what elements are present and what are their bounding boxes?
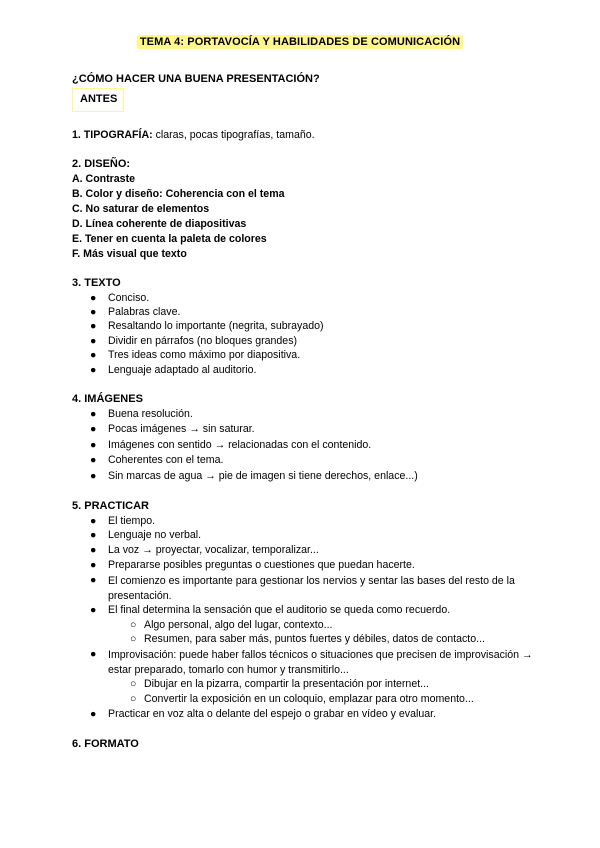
diseno-item: F. Más visual que texto: [72, 248, 187, 260]
document-page: TEMA 4: PORTAVOCÍA Y HABILIDADES DE COMUNICACIÓN ¿CÓMO HACER UNA BUENA PRESENTACIÓN? ANTES 1. TIPOGRAFÍA: claras, pocas tipografías, tamaño. 2. DISEÑO: A. Contraste B. Color y diseño: Coherencia con el tema C. No saturar de elementos D. Línea coherente de diapositivas E. Tener en cuenta la paleta de colores F. Más visual que texto 3. TEXTO ● Conciso. ● Palabras clave. ● Resaltando lo importante (negrita, subrayado) ● Dividir en párrafos (no bloques grandes) ● Tres ideas como máximo por diapositiva. ● Lenguaje adaptado al auditorio. 4. IMÁGENES ● Buena resolución. ● Pocas imágenes → sin saturar. ● Imágenes con sentido → relacionadas con el contenido. ● Coherentes con el tema. ● Sin marcas de agua → pie de imagen si tiene derechos, enlace...) 5. PRACTICAR ● El tiempo. ● Lenguaje no verbal. ● La voz → proyectar, vocalizar, temporalizar... ● Prepararse posibles preguntas o cuestiones que puedan hacerte. ● El comienzo es importante para gestionar los nervios y sentar las bases del resto de la presentación. ● El final determina la sensación que el auditorio se queda como recuerdo. ○ Algo personal, algo del lugar, contexto... ○ Resumen, para saber más, puntos fuertes y débiles, datos de contacto... ● Improvisación: puede haber fallos técnicos o situaciones que precisen de improvisación → estar preparado, tomarlo con humor y transmitirlo... ○ Dibujar en la pizarra, compartir la presentación por internet... ○ Convertir la exposición en un coloquio, emplazar para otro momento... ● Practicar en voz alta o delante del espejo o grabar en vídeo y evaluar. 6. FORMATO: [0, 0, 600, 848]
circle-bullet-icon: ○: [130, 693, 137, 705]
circle-bullet-icon: ○: [130, 633, 137, 645]
bullet-icon: ●: [90, 349, 97, 361]
diseno-item: D. Línea coherente de diapositivas: [72, 218, 247, 230]
diseno-item: B. Color y diseño: Coherencia con el tema: [72, 188, 285, 200]
section-formato-heading: 6. FORMATO: [72, 738, 139, 750]
title-wrap: [0, 35, 600, 49]
bullet-icon: ●: [90, 708, 97, 720]
bullet-icon: ●: [90, 470, 97, 482]
bullet-icon: ●: [90, 559, 97, 571]
bullet-icon: ●: [90, 408, 97, 420]
section-practicar-heading: 5. PRACTICAR: [72, 500, 150, 512]
section-tipografia: [72, 129, 315, 141]
bullet-icon: ●: [90, 335, 97, 347]
bullet-icon: ●: [90, 423, 97, 435]
diseno-item: E. Tener en cuenta la paleta de colores: [72, 233, 267, 245]
antes-box: ANTES: [72, 88, 124, 112]
tipografia-label: 1. TIPOGRAFÍA:: [72, 129, 153, 141]
section-imagenes-heading: 4. IMÁGENES: [72, 393, 143, 405]
section-diseno-heading: 2. DISEÑO:: [72, 158, 131, 170]
document-title: TEMA 4: PORTAVOCÍA Y HABILIDADES DE COMUNICACIÓN: [137, 35, 463, 49]
bullet-icon: ●: [90, 648, 97, 660]
bullet-icon: ●: [90, 529, 97, 541]
bullet-icon: ●: [90, 604, 97, 616]
bullet-icon: ●: [90, 320, 97, 332]
bullet-icon: ●: [90, 306, 97, 318]
section-texto-heading: 3. TEXTO: [72, 277, 121, 289]
circle-bullet-icon: ○: [130, 619, 137, 631]
bullet-icon: ●: [90, 364, 97, 376]
bullet-icon: ●: [90, 454, 97, 466]
main-question: ¿CÓMO HACER UNA BUENA PRESENTACIÓN?: [72, 73, 320, 85]
tipografia-text: claras, pocas tipografías, tamaño.: [152, 129, 315, 141]
diseno-item: A. Contraste: [72, 173, 135, 185]
bullet-icon: ●: [90, 439, 97, 451]
bullet-icon: ●: [90, 292, 97, 304]
bullet-icon: ●: [90, 574, 97, 586]
bullet-icon: ●: [90, 544, 97, 556]
diseno-item: C. No saturar de elementos: [72, 203, 210, 215]
circle-bullet-icon: ○: [130, 678, 137, 690]
bullet-icon: ●: [90, 515, 97, 527]
